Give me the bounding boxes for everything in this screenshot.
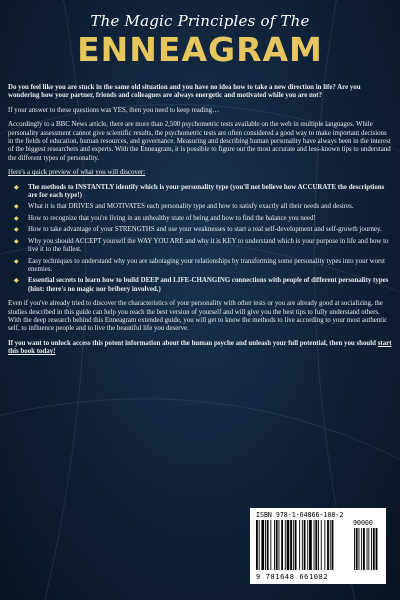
list-item: ◆ Why you should ACCEPT yourself the WAY YOU ARE and why it is KEY to understand which is your purpose in life and how to live it to the fullest.: [28, 238, 392, 255]
list-item: ◆ How to recognize that you're living in an unhealthy state of being and how to find the balance you need!: [28, 215, 392, 223]
list-item: ◆ Easy techniques to understand why you are sabotaging your relationships by transforming some personality types into your worst enemies.: [28, 258, 392, 275]
intro-paragraph: Do you feel like you are stuck in the same old situation and you have no idea how to take a new direction in life? Are you wondering how your partner, friends and colleagues are always energetic and motivated while you are not?: [8, 84, 361, 100]
even-paragraph: Even if you've already tried to discover the characteristics of your personality with other tests or you are already good at socializing, the studies described in this guide can help you reach the best version of yourself and will give you the best tips to fully understand others. With the deep research behind this Enneagram extended guide, you will get to know the methods to live according to your most authentic self, to influence people and to live the beautiful life you deserve.: [8, 300, 388, 333]
isbn-text: ISBN 978-1-64866-108-2: [256, 511, 344, 519]
bbc-paragraph: Accordingly to a BBC News article, there are more than 2,500 psychometric tests available on the web in multiple languages. While personality assessment cannot give scientific results, the psychometric tests are often considered a good way to make important decisions in the fields of education, human resources, and governance. Measuring and describing human personality have always been in the interest of the biggest researchers and experts. With the Enneagram, it is possible to figure out the most accurate and less-known tips to understand the different types of personality.: [8, 121, 391, 162]
call-to-action: [8, 340, 392, 357]
yes-paragraph: If your answer to these questions was YES, then you need to keep reading…: [8, 106, 220, 114]
description-body: [8, 84, 392, 363]
cta-text: If you want to unlock access this potent information about the human psyche and unleash your full potential, then you should: [8, 339, 378, 347]
barcode-digits: 9 781648 661082: [256, 573, 329, 581]
price-code: 90000: [353, 519, 373, 527]
title-main: ENNEAGRAM: [77, 30, 323, 69]
list-item: ◆ What it is that DRIVES and MOTIVATES each personality type and how to satisfy exactly all their needs and desires.: [28, 203, 392, 211]
title-top: The Magic Principles of The: [90, 12, 310, 30]
list-item: ◆ Essential secrets to learn how to build DEEP and LIFE-CHANGING connections with people of different personality types (hint: there's no magic nor bribery involved.): [28, 277, 392, 294]
cta-link[interactable]: start this book today!: [8, 339, 392, 356]
list-item: ◆ How to take advantage of your STRENGTHS and use your weaknesses to start a real self-development and self-growth journey.: [28, 226, 392, 234]
barcode-image: [256, 520, 380, 572]
barcode-box: [250, 508, 386, 584]
list-item: ◆ The methods to INSTANTLY identify which is your personality type (you'll not believe how ACCURATE the descriptions are for each type!): [28, 184, 392, 201]
preview-heading: Here's a quick preview of what you will discover:: [8, 169, 146, 177]
bullet-list: [8, 184, 392, 294]
